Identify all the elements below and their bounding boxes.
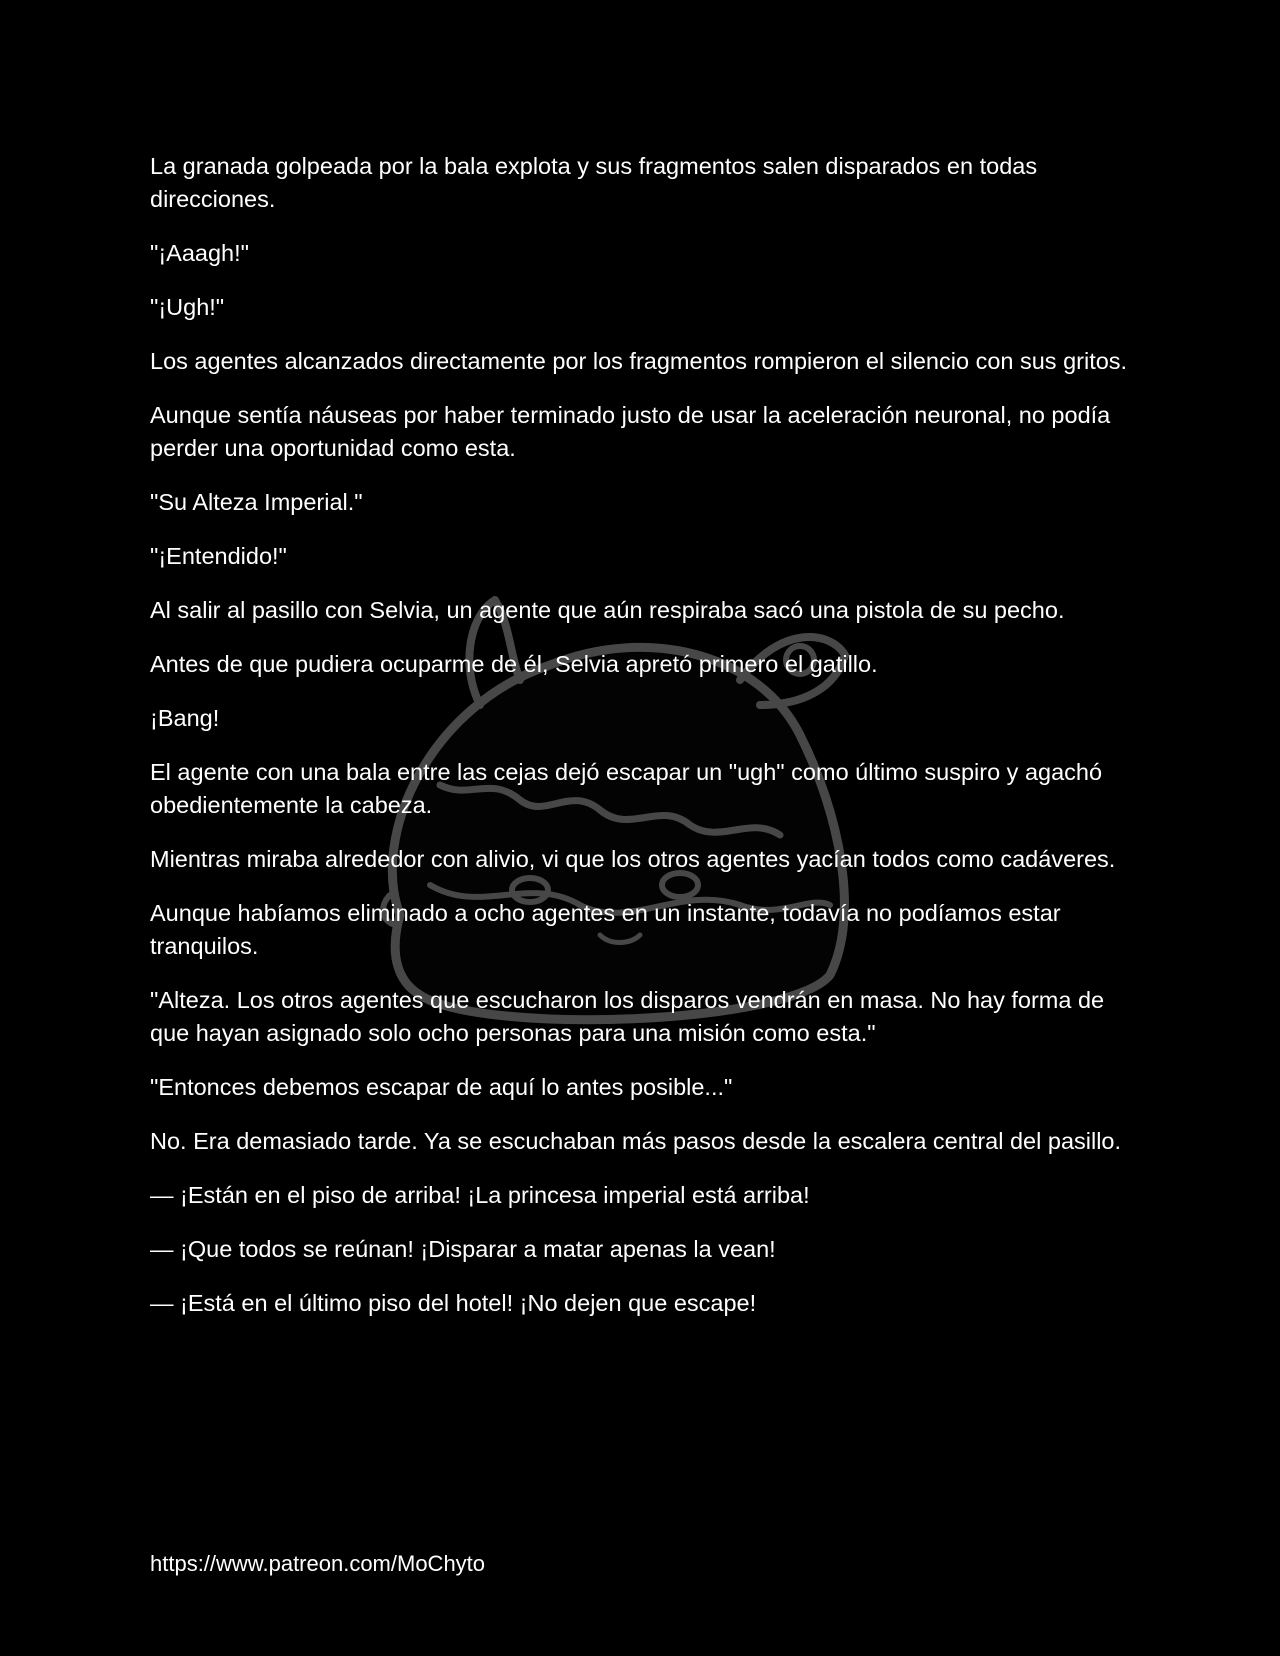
patreon-link[interactable]: https://www.patreon.com/MoChyto [150,1551,486,1576]
chapter-text [150,150,1140,1341]
paragraph: "Alteza. Los otros agentes que escucharon los disparos vendrán en masa. No hay forma de que hayan asignado solo ocho personas para una misión como esta." [150,987,1105,1046]
paragraph: El agente con una bala entre las cejas dejó escapar un "ugh" como último suspiro y agachó obedientemente la cabeza. [150,759,1103,818]
paragraph: Antes de que pudiera ocuparme de él, Selvia apretó primero el gatillo. [150,651,878,677]
paragraph: — ¡Que todos se reúnan! ¡Disparar a matar apenas la vean! [150,1236,776,1262]
paragraph: "Entonces debemos escapar de aquí lo antes posible..." [150,1074,733,1100]
paragraph: Aunque habíamos eliminado a ocho agentes en un instante, todavía no podíamos estar tranquilos. [150,900,1061,959]
paragraph: Mientras miraba alrededor con alivio, vi que los otros agentes yacían todos como cadáveres. [150,846,1116,872]
paragraph: "¡Entendido!" [150,543,287,569]
paragraph: "Su Alteza Imperial." [150,489,363,515]
paragraph: Al salir al pasillo con Selvia, un agente que aún respiraba sacó una pistola de su pecho. [150,597,1065,623]
paragraph: — ¡Están en el piso de arriba! ¡La princesa imperial está arriba! [150,1182,810,1208]
paragraph: — ¡Está en el último piso del hotel! ¡No dejen que escape! [150,1290,757,1316]
paragraph: "¡Ugh!" [150,294,225,320]
paragraph: "¡Aaagh!" [150,240,249,266]
paragraph: Los agentes alcanzados directamente por los fragmentos rompieron el silencio con sus gritos. [150,348,1128,374]
paragraph: No. Era demasiado tarde. Ya se escuchaban más pasos desde la escalera central del pasillo. [150,1128,1122,1154]
paragraph: La granada golpeada por la bala explota y sus fragmentos salen disparados en todas direcciones. [150,153,1038,212]
paragraph: Aunque sentía náuseas por haber terminado justo de usar la aceleración neuronal, no podía perder una oportunidad como esta. [150,402,1111,461]
paragraph: ¡Bang! [150,705,220,731]
